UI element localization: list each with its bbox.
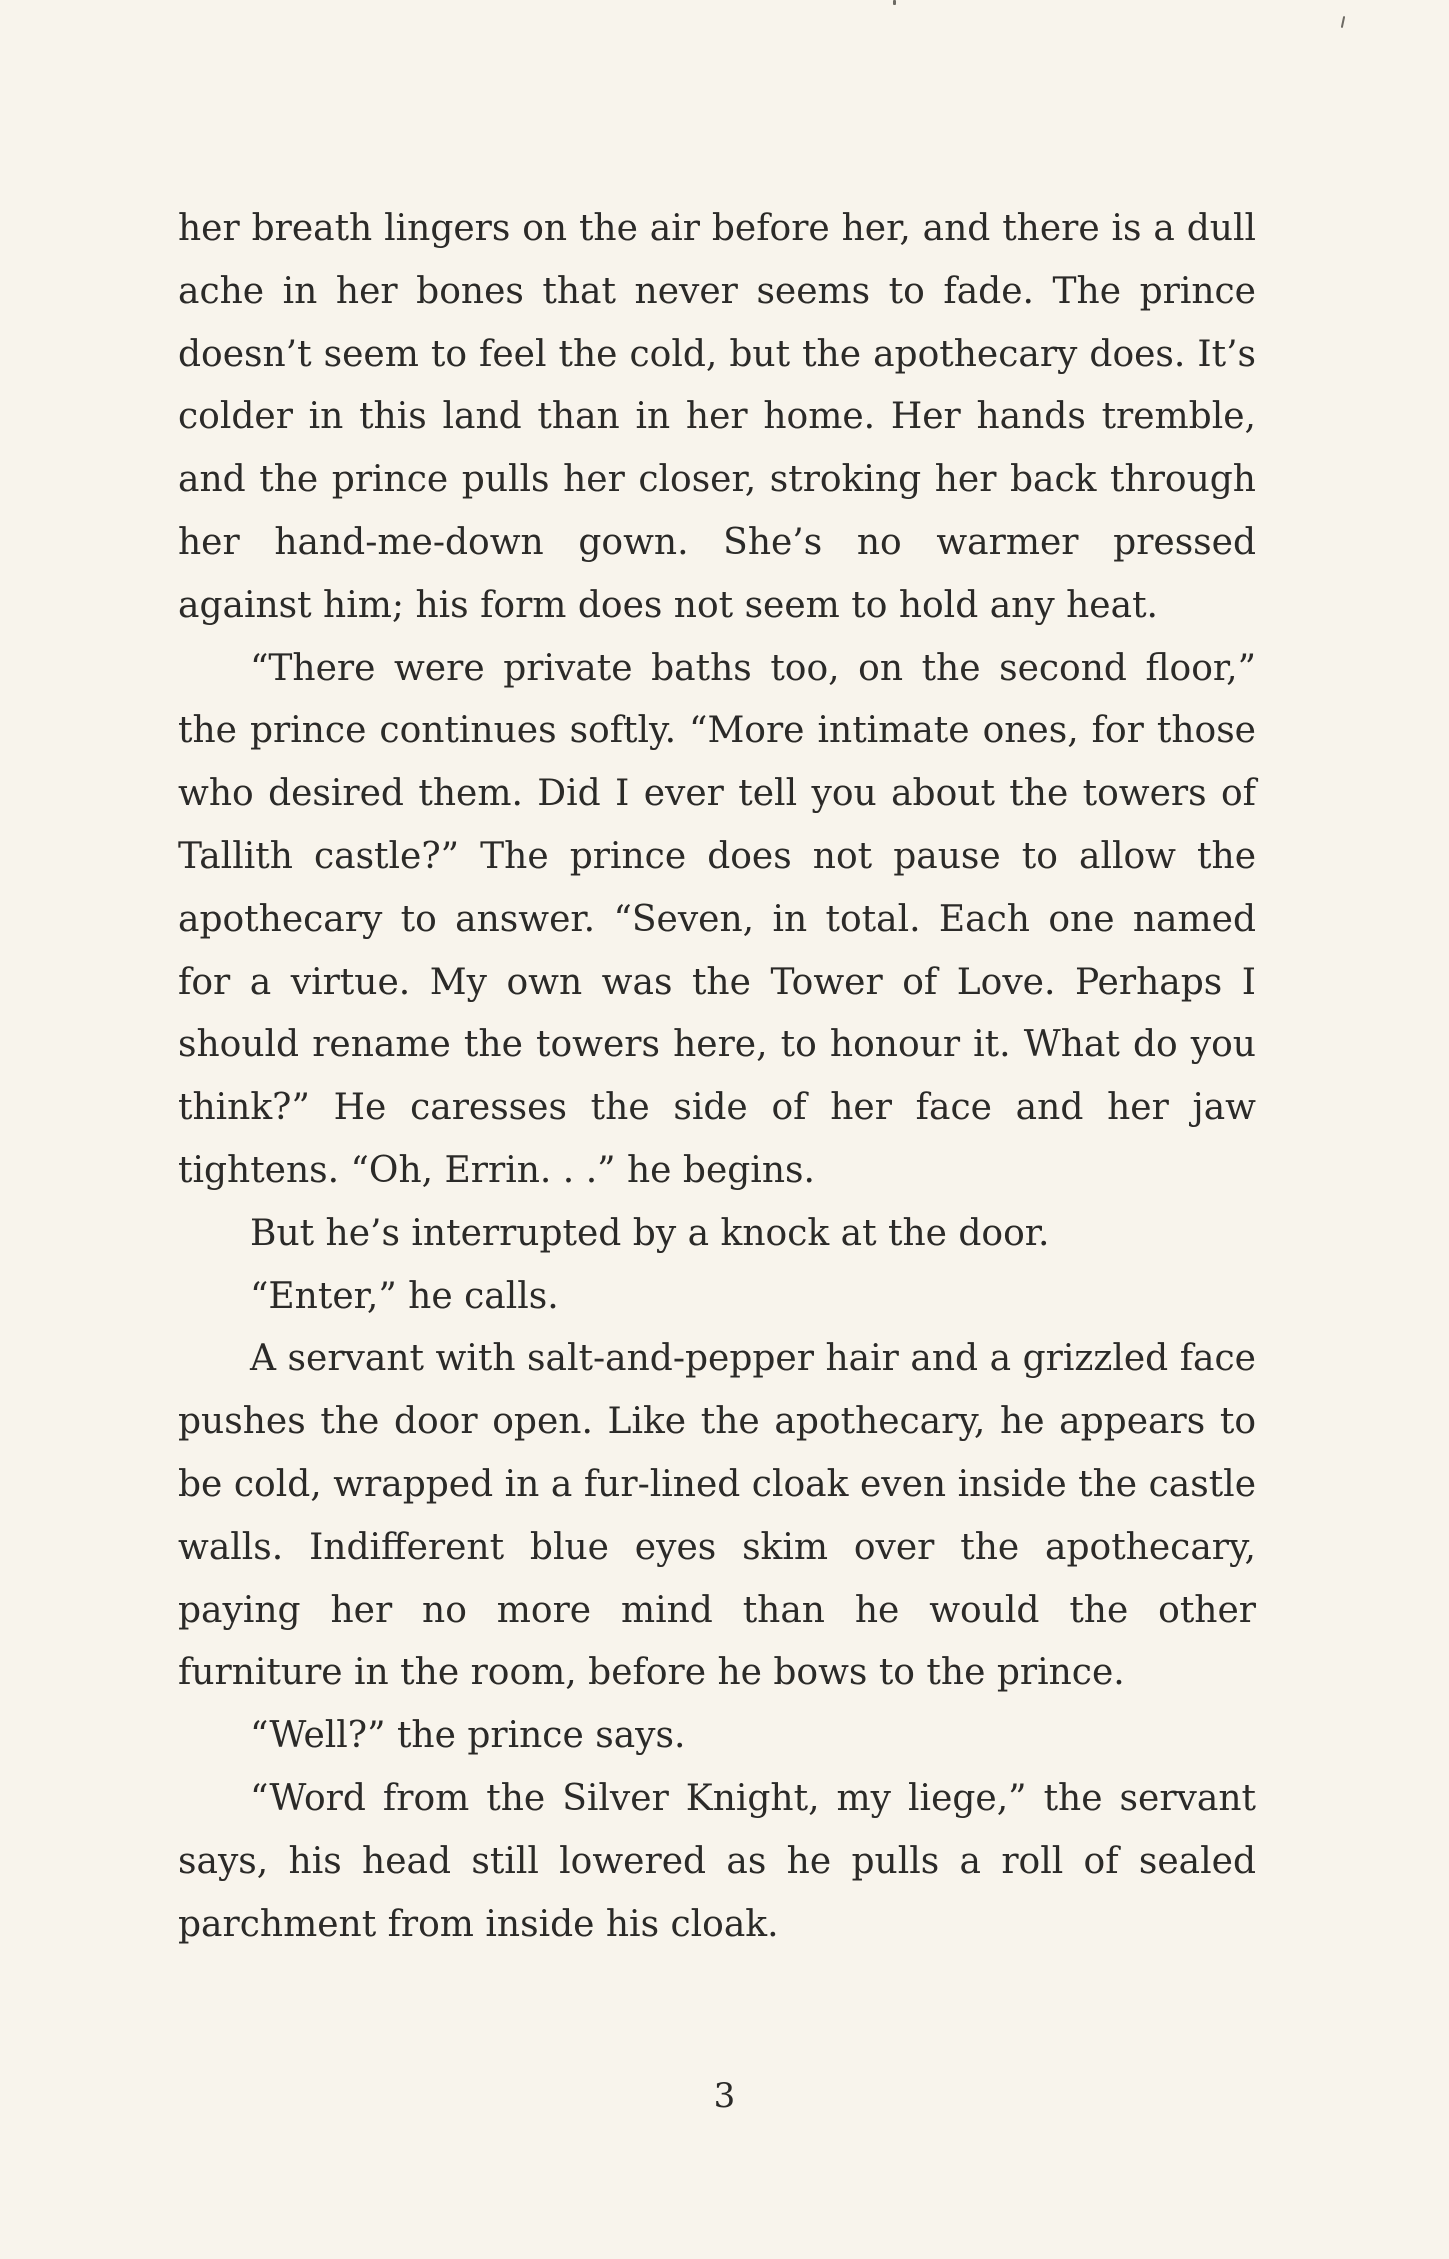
paragraph-3: But he’s interrupted by a knock at the door. [250,1212,1050,1254]
paragraph-4: “Enter,” he calls. [250,1275,559,1317]
paragraph-1: her breath lingers on the air before her, and there is a dull ache in her bones that never seems to fade. The prince doesn’t seem to feel the cold, but the apothecary does. It’s colder in this land than in her home. Her hands tremble, and the prince pulls her closer, stroking her back through her hand-me-down gown. She’s no warmer pressed against him; his form does not seem to hold any heat. [178,208,1256,626]
print-speck [893,0,896,5]
paragraph-2: “There were private baths too, on the second floor,” the prince continues softly. “More intimate ones, for those who desired them. Did I ever tell you about the towers of Tallith castle?” The prince does not pause to allow the apothecary to answer. “Seven, in total. Each one named for a virtue. My own was the Tower of Love. Perhaps I should rename the towers here, to honour it. What do you think?” He caresses the side of her face and her jaw tightens. “Oh, Errin. . .” he begins. [178,647,1256,1191]
paragraph-5: A servant with salt-and-pepper hair and a grizzled face pushes the door open. Like the apothecary, he appears to be cold, wrapped in a fur-lined cloak even inside the castle walls. Indifferent blue eyes skim over the apothecary, paying her no more mind than he would the other furniture in the room, before he bows to the prince. [178,1338,1256,1694]
paragraph-7: “Word from the Silver Knight, my liege,” the servant says, his head still lowered as he pulls a roll of sealed parchment from inside his cloak. [178,1777,1256,1945]
body-text [178,198,1256,1956]
paragraph-6: “Well?” the prince says. [250,1715,686,1757]
page-number: 3 [713,2076,736,2116]
print-speck [1341,16,1345,28]
